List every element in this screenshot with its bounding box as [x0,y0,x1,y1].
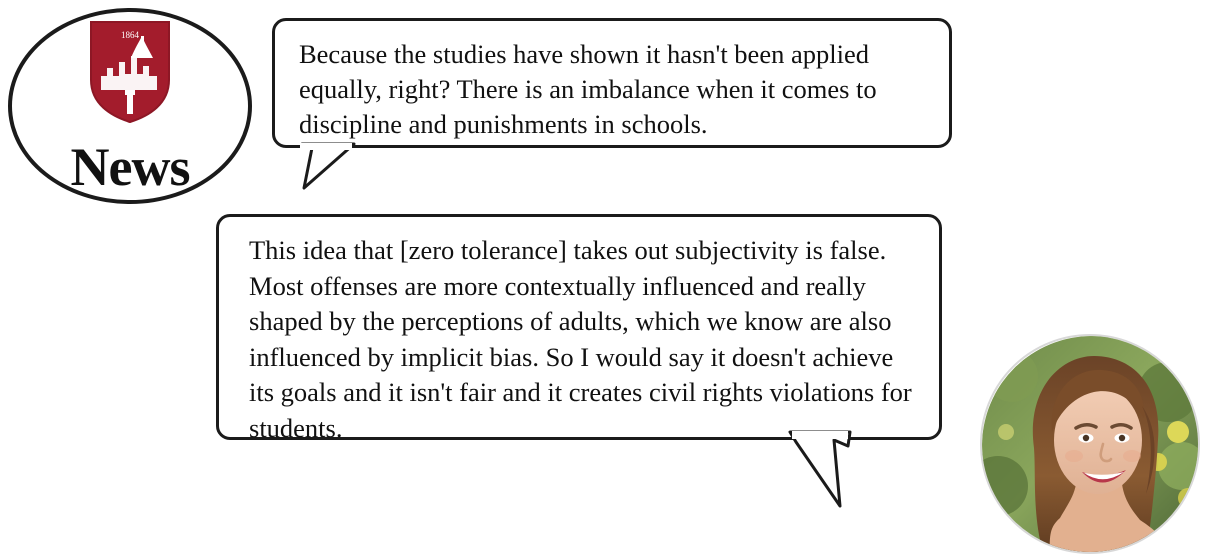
quote-text-top: Because the studies have shown it hasn't been applied equally, right? There is an imbalance when it comes to discipline and punishments in schools. [299,39,877,139]
speech-bubble-top [272,18,952,148]
news-logo-badge [8,8,252,204]
speech-bubble-tail-bottom [770,428,890,528]
avatar [980,334,1200,554]
tail-join-cover-bottom [792,431,848,439]
tail-join-cover-top [300,143,352,150]
svg-text:1864: 1864 [121,30,139,40]
news-logo-label: News [70,137,190,197]
speech-bubble-bottom [216,214,942,443]
quote-text-bottom: This idea that [zero tolerance] takes out subjectivity is false. Most offenses are more contextually influenced and really shaped by the perceptions of adults, which we know are also influenced by implicit bias. So I would say it doesn't achieve its goals and it isn't fair and it creates civil rights violations for students. [249,235,912,443]
shield-icon [87,18,173,126]
